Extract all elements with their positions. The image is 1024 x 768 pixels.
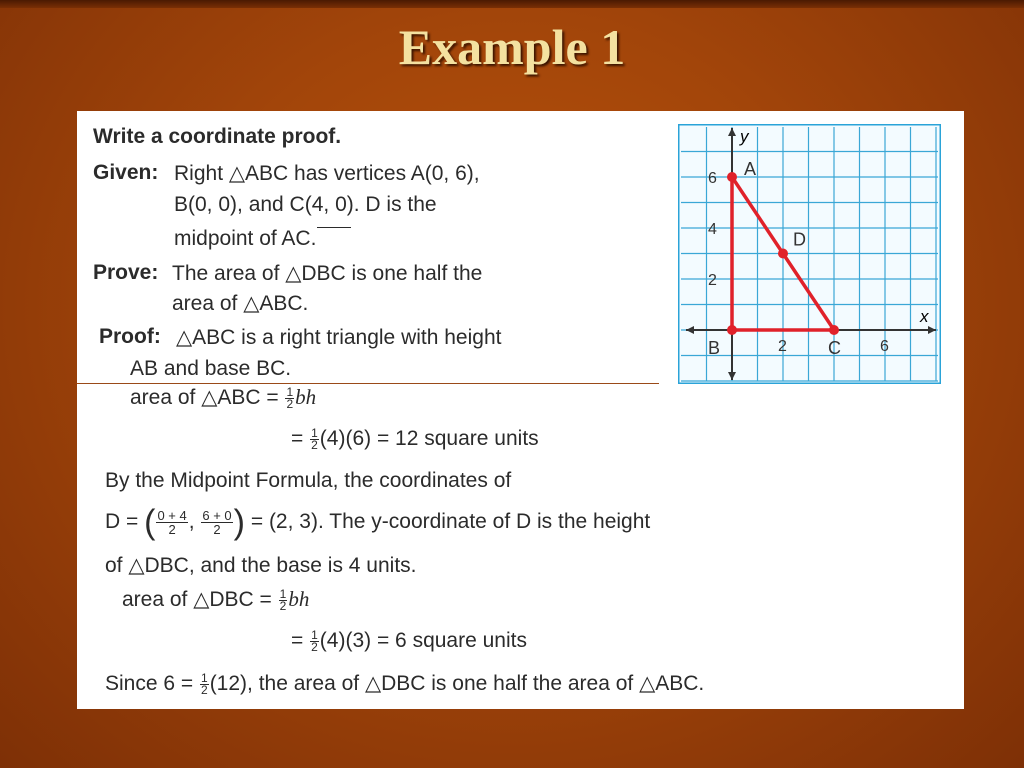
- y-axis-label: y: [740, 127, 749, 146]
- conclusion-line: [105, 671, 704, 696]
- midpoint-line-1: By the Midpoint Formula, the coordinates of: [105, 469, 512, 492]
- equals-sign: =: [291, 629, 304, 652]
- area-dbc-line: [122, 587, 309, 612]
- area-abc-calc: [291, 427, 539, 451]
- y-tick-label: 2: [708, 272, 717, 289]
- y-tick-label: 4: [708, 221, 717, 238]
- x-midpoint-fraction: $\frac{0 + 4}{2}$: [157, 508, 187, 537]
- point-D: [778, 249, 788, 259]
- section-divider: [77, 383, 659, 384]
- point-label-C: C: [828, 338, 841, 358]
- overline-ac: [317, 227, 351, 228]
- x-axis-label: x: [920, 307, 929, 326]
- area-abc-line: [130, 385, 316, 410]
- proof-heading: Write a coordinate proof.: [93, 125, 342, 148]
- prove-line-2: area of △ABC.: [172, 292, 309, 315]
- area-dbc-label: area of △DBC =: [122, 588, 272, 611]
- half-fraction: $\frac{1}{2}$: [201, 670, 208, 697]
- half-fraction: $\frac{1}{2}$: [311, 627, 318, 654]
- midpoint-result: = (2, 3). The y-coordinate of D is the height: [250, 510, 651, 534]
- equals-sign: =: [291, 427, 304, 450]
- area-dbc-result: (4)(3) = 6 square units: [319, 629, 527, 652]
- midpoint-line-3: of △DBC, and the base is 4 units.: [105, 554, 417, 577]
- point-A: [727, 172, 737, 182]
- point-C: [829, 325, 839, 335]
- area-abc-result: (4)(6) = 12 square units: [319, 427, 539, 450]
- conclusion-start: Since 6 =: [105, 672, 194, 695]
- proof-panel: [77, 111, 964, 709]
- given-line-3: [174, 227, 316, 251]
- given-line-1: Right △ABC has vertices A(0, 6),: [174, 162, 480, 185]
- d-equals: D =: [105, 510, 139, 534]
- proof-line-2: AB and base BC.: [130, 357, 292, 380]
- bh-term: bh: [295, 385, 317, 409]
- given-label: Given:: [93, 161, 159, 184]
- bh-term: bh: [288, 587, 310, 611]
- given-line-2: B(0, 0), and C(4, 0). D is the: [174, 193, 437, 216]
- half-fraction: $\frac{1}{2}$: [286, 384, 294, 411]
- point-label-D: D: [793, 229, 806, 250]
- slide-title: Example 1: [398, 19, 626, 75]
- coordinate-graph: [678, 124, 941, 384]
- top-border: [0, 0, 1024, 8]
- point-label-B: B: [708, 338, 721, 358]
- prove-line-1: The area of △DBC is one half the: [172, 262, 483, 285]
- point-label-A: A: [744, 159, 757, 179]
- conclusion-end: (12), the area of △DBC is one half the area of △ABC.: [209, 672, 705, 695]
- proof-label: Proof:: [99, 325, 161, 348]
- half-fraction: $\frac{1}{2}$: [311, 425, 318, 452]
- x-tick-label: 6: [880, 338, 889, 355]
- half-fraction: $\frac{1}{2}$: [279, 586, 287, 613]
- y-tick-label: 6: [708, 170, 717, 187]
- area-abc-label: area of △ABC =: [130, 386, 279, 409]
- proof-line-1: △ABC is a right triangle with height: [176, 326, 502, 349]
- area-dbc-calc: [291, 629, 527, 653]
- prove-label: Prove:: [93, 261, 159, 284]
- point-B: [727, 325, 737, 335]
- given-line-3-text: midpoint of AC.: [174, 227, 317, 250]
- midpoint-line-2: D = ( $\frac{0 + 4}{2}$ , $\frac{6 + 0}{2}$ ) = (2, 3). The y-coordinate of D is the height: [105, 503, 651, 542]
- y-midpoint-fraction: $\frac{6 + 0}{2}$: [202, 508, 232, 537]
- x-tick-label: 2: [778, 338, 787, 355]
